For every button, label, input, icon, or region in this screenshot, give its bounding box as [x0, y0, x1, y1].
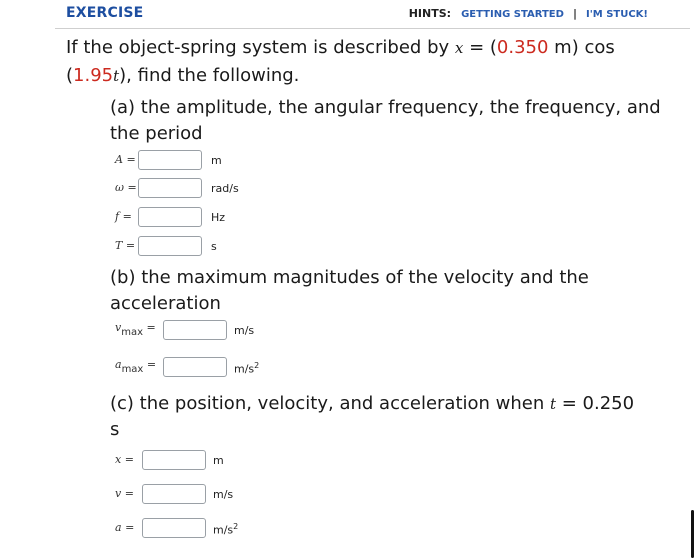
im-stuck-link[interactable]: I'M STUCK!	[585, 9, 648, 20]
part-a-label: (a) the amplitude, the angular frequency, the frequency, and the period	[110, 97, 661, 144]
amplitude-value: 0.350	[496, 37, 549, 58]
unit-label: m/s	[234, 324, 255, 337]
symbol-label: v =	[115, 487, 134, 500]
symbol-label: x =	[115, 453, 134, 466]
var-t: t	[113, 67, 120, 85]
frequency-input[interactable]	[138, 207, 202, 227]
unit-label: m	[211, 154, 222, 167]
question-text: If the object-spring system is described by x = (0.350 m) cos (1.95t), find the following.	[66, 37, 615, 86]
symbol-label: vmax =	[115, 321, 156, 338]
unit-label: s	[211, 240, 217, 253]
angular-frequency-input[interactable]	[138, 178, 202, 198]
symbol-label: amax =	[115, 358, 157, 375]
symbol-label: ω =	[115, 181, 137, 194]
hints-separator: |	[572, 7, 577, 20]
omega-value: 1.95	[73, 65, 114, 86]
period-input[interactable]	[138, 236, 202, 256]
getting-started-link[interactable]: GETTING STARTED	[461, 9, 564, 20]
symbol-label: a =	[115, 521, 135, 534]
exercise-header	[0, 0, 700, 28]
unit-label: $m/s^2$	[234, 361, 260, 376]
max-acceleration-input[interactable]	[163, 357, 227, 377]
var-x: x	[454, 39, 464, 57]
part-c-label: (c) the position, velocity, and acceleration when t = 0.250 s	[110, 393, 635, 440]
position-input[interactable]	[142, 450, 206, 470]
unit-label: $m/s^2$	[213, 522, 239, 537]
velocity-input[interactable]	[142, 484, 206, 504]
header-divider	[55, 28, 690, 29]
symbol-label: T =	[115, 239, 136, 252]
amplitude-input[interactable]	[138, 150, 202, 170]
hints-bar	[409, 7, 648, 20]
hints-label: HINTS:	[408, 7, 452, 20]
unit-label: m	[213, 454, 224, 467]
symbol-label: f =	[115, 210, 132, 223]
max-velocity-input[interactable]	[163, 320, 227, 340]
symbol-label: A =	[115, 153, 136, 166]
acceleration-input[interactable]	[142, 518, 206, 538]
unit-label: rad/s	[211, 182, 239, 195]
unit-label: Hz	[211, 211, 226, 224]
part-b-label: (b) the maximum magnitudes of the velocity and the acceleration	[110, 267, 589, 314]
scrollbar[interactable]	[691, 510, 694, 558]
exercise-title: EXERCISE	[66, 5, 144, 21]
unit-label: m/s	[213, 488, 234, 501]
